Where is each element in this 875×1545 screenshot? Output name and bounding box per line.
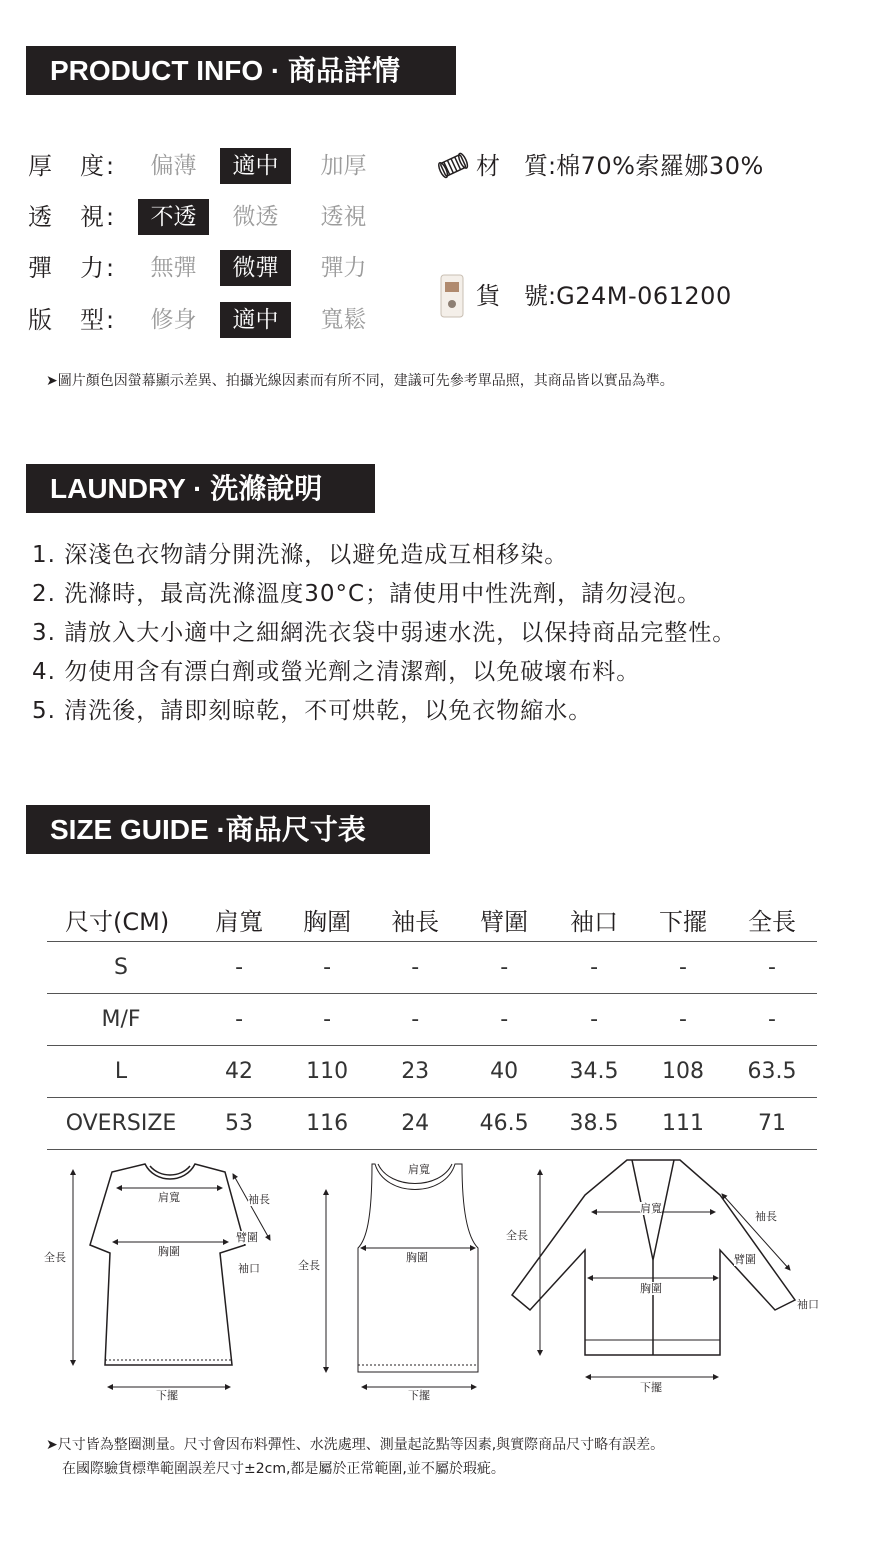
size-row (47, 1098, 817, 1150)
spec-option: 加厚 (320, 153, 367, 179)
size-value-cell: 111 (639, 1098, 727, 1150)
diagram-label-length: 全長 (44, 1251, 66, 1264)
spec-option-selected: 不透 (138, 199, 209, 235)
spec-option: 修身 (150, 307, 197, 333)
laundry-item: 2. 洗滌時，最高洗滌溫度30°C；請使用中性洗劑，請勿浸泡。 (32, 581, 702, 607)
size-label-cell: L (47, 1046, 195, 1098)
diagram-label-sleeve: 袖長 (248, 1193, 270, 1206)
size-value-cell: 53 (195, 1098, 283, 1150)
size-note-line1: ➤尺寸皆為整圈測量。尺寸會因布料彈性、水洗處理、測量起訖點等因素,與實際商品尺寸略有誤差。 (46, 1437, 665, 1453)
diagram-label-hem: 下擺 (156, 1389, 178, 1402)
laundry-header: LAUNDRY · 洗滌說明 (26, 464, 375, 513)
laundry-item: 5. 清洗後，請即刻晾乾，不可烘乾，以免衣物縮水。 (32, 698, 593, 724)
diagram-label-hem: 下擺 (408, 1389, 430, 1402)
spec-option: 透視 (320, 204, 367, 230)
size-value-cell: 110 (283, 1046, 371, 1098)
diagram-label-length: 全長 (506, 1229, 528, 1242)
size-value-cell: 71 (727, 1098, 817, 1150)
laundry-item: 3. 請放入大小適中之細網洗衣袋中弱速水洗，以保持商品完整性。 (32, 620, 737, 646)
size-value-cell: - (195, 942, 283, 994)
spec-label: 彈 力: (28, 254, 117, 282)
size-value-cell: - (459, 942, 549, 994)
material-label: 材 質: (476, 152, 557, 180)
size-value-cell: 63.5 (727, 1046, 817, 1098)
size-column-header: 臂圍 (459, 897, 549, 942)
size-value-cell: 116 (283, 1098, 371, 1150)
size-value-cell: - (195, 994, 283, 1046)
size-value-cell: 46.5 (459, 1098, 549, 1150)
size-value-cell: 34.5 (549, 1046, 639, 1098)
size-value-cell: - (639, 994, 727, 1046)
product-info-header: PRODUCT INFO · 商品詳情 (26, 46, 456, 95)
spec-option: 微透 (232, 204, 279, 230)
size-column-header: 袖口 (549, 897, 639, 942)
size-column-header: 袖長 (371, 897, 459, 942)
size-value-cell: 108 (639, 1046, 727, 1098)
diagram-label-hem: 下擺 (640, 1381, 662, 1394)
diagram-label-arm: 臂圍 (734, 1253, 756, 1266)
size-value-cell: 40 (459, 1046, 549, 1098)
spec-row (28, 302, 428, 338)
size-column-header: 尺寸(CM) (47, 897, 195, 942)
spec-option: 彈力 (320, 255, 367, 281)
size-guide-header: SIZE GUIDE ·商品尺寸表 (26, 805, 430, 854)
size-label-cell: M/F (47, 994, 195, 1046)
tank-diagram (358, 1164, 478, 1372)
spec-option-selected: 微彈 (220, 250, 291, 286)
color-disclaimer: ➤圖片顏色因螢幕顯示差異、拍攝光線因素而有所不同，建議可先參考單品照，其商品皆以實品為準。 (46, 373, 674, 389)
measurement-diagrams (0, 1150, 875, 1410)
size-value-cell: - (639, 942, 727, 994)
diagram-label-shoulder: 肩寬 (158, 1191, 180, 1204)
diagram-label-sleeve: 袖長 (755, 1210, 777, 1223)
size-table-header (47, 897, 817, 942)
tag-icon (440, 274, 464, 318)
material-value: 棉70%索羅娜30% (556, 152, 764, 180)
size-value-cell: - (283, 994, 371, 1046)
size-row (47, 994, 817, 1046)
size-value-cell: - (727, 942, 817, 994)
spec-row (28, 199, 428, 235)
spec-label: 透 視: (28, 203, 117, 231)
size-column-header: 下擺 (639, 897, 727, 942)
laundry-item: 1. 深淺色衣物請分開洗滌，以避免造成互相移染。 (32, 542, 569, 568)
size-value-cell: 38.5 (549, 1098, 639, 1150)
spec-option-selected: 適中 (220, 302, 291, 338)
diagram-label-shoulder: 肩寬 (640, 1202, 662, 1215)
laundry-item: 4. 勿使用含有漂白劑或螢光劑之清潔劑，以免破壞布料。 (32, 659, 641, 685)
size-label-cell: OVERSIZE (47, 1098, 195, 1150)
sku-value: G24M-061200 (556, 282, 732, 310)
spec-option: 無彈 (150, 255, 197, 281)
spec-label: 版 型: (28, 306, 117, 334)
size-note-line2: 在國際驗貨標準範圍誤差尺寸±2cm,都是屬於正常範圍,並不屬於瑕疵。 (62, 1461, 505, 1477)
spec-option: 偏薄 (150, 153, 197, 179)
size-column-header: 胸圍 (283, 897, 371, 942)
diagram-label-chest: 胸圍 (406, 1251, 428, 1264)
size-value-cell: - (727, 994, 817, 1046)
size-value-cell: - (549, 942, 639, 994)
diagram-label-cuff: 袖口 (797, 1298, 819, 1311)
diagram-label-chest: 胸圍 (640, 1282, 662, 1295)
size-value-cell: - (283, 942, 371, 994)
spec-option: 寬鬆 (320, 307, 367, 333)
diagram-label-arm: 臂圍 (236, 1231, 258, 1244)
size-table (47, 897, 817, 1150)
size-value-cell: - (459, 994, 549, 1046)
size-row (47, 942, 817, 994)
size-value-cell: - (371, 942, 459, 994)
diagram-label-length: 全長 (298, 1259, 320, 1272)
spec-label: 厚 度: (28, 152, 117, 180)
diagram-label-chest: 胸圍 (158, 1245, 180, 1258)
sku-spec (476, 278, 732, 314)
diagram-label-cuff: 袖口 (238, 1262, 260, 1275)
material-spec (476, 148, 764, 184)
diagram-label-shoulder: 肩寬 (408, 1163, 430, 1176)
size-value-cell: - (371, 994, 459, 1046)
size-value-cell: - (549, 994, 639, 1046)
thread-spool-icon (436, 150, 472, 180)
size-value-cell: 42 (195, 1046, 283, 1098)
spec-option-selected: 適中 (220, 148, 291, 184)
size-row (47, 1046, 817, 1098)
size-value-cell: 23 (371, 1046, 459, 1098)
size-column-header: 全長 (727, 897, 817, 942)
sku-label: 貨 號: (476, 282, 557, 310)
size-value-cell: 24 (371, 1098, 459, 1150)
size-column-header: 肩寬 (195, 897, 283, 942)
spec-row (28, 250, 428, 286)
size-label-cell: S (47, 942, 195, 994)
spec-row (28, 148, 428, 184)
